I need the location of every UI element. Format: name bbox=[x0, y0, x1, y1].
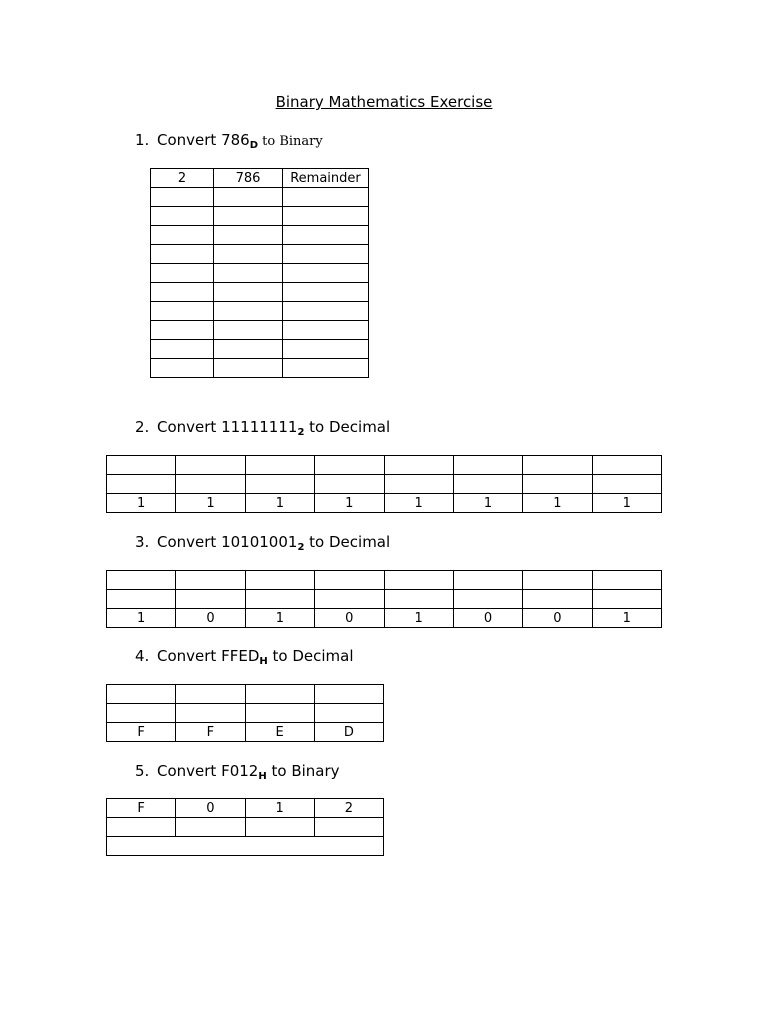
calculation-row bbox=[107, 475, 662, 494]
bit-cell: 1 bbox=[245, 609, 314, 628]
empty-cell bbox=[523, 590, 592, 609]
question-4 bbox=[135, 647, 354, 667]
hex-digit-cell: E bbox=[245, 723, 314, 742]
table-row bbox=[151, 359, 369, 378]
question-number: 5. bbox=[135, 762, 150, 780]
table-row bbox=[151, 321, 369, 340]
empty-cell bbox=[523, 571, 592, 590]
empty-cell bbox=[151, 188, 214, 207]
table-header-row bbox=[151, 169, 369, 188]
empty-cell bbox=[283, 340, 369, 359]
bit-cell: 0 bbox=[453, 609, 522, 628]
empty-cell bbox=[384, 456, 453, 475]
empty-cell bbox=[151, 245, 214, 264]
bit-cell: 1 bbox=[384, 609, 453, 628]
question-text: Convert FFED bbox=[157, 647, 260, 665]
empty-cell bbox=[107, 571, 176, 590]
empty-cell bbox=[314, 704, 383, 723]
bit-cell: 1 bbox=[176, 494, 245, 513]
table-row bbox=[151, 226, 369, 245]
base-subscript: 2 bbox=[297, 542, 305, 553]
empty-cell bbox=[283, 264, 369, 283]
binary-group-row bbox=[107, 818, 384, 837]
empty-cell bbox=[151, 283, 214, 302]
hex-digit-cell: 2 bbox=[314, 799, 383, 818]
bit-cell: 1 bbox=[315, 494, 384, 513]
question-1 bbox=[135, 131, 323, 151]
empty-cell bbox=[283, 321, 369, 340]
answer-cell bbox=[107, 837, 384, 856]
empty-cell bbox=[453, 590, 522, 609]
empty-cell bbox=[315, 475, 384, 494]
question-text: Convert 10101001 bbox=[157, 533, 298, 551]
question-number: 2. bbox=[135, 418, 150, 436]
bit-cell: 1 bbox=[107, 609, 176, 628]
question-2 bbox=[135, 418, 390, 438]
question-number: 1. bbox=[135, 131, 150, 149]
empty-cell bbox=[107, 475, 176, 494]
question-suffix: to Binary bbox=[266, 762, 340, 780]
empty-cell bbox=[315, 456, 384, 475]
empty-cell bbox=[176, 475, 245, 494]
place-value-row bbox=[107, 456, 662, 475]
empty-cell bbox=[214, 283, 283, 302]
empty-cell bbox=[214, 359, 283, 378]
header-cell-divisor: 2 bbox=[151, 169, 214, 188]
question-3 bbox=[135, 533, 390, 553]
question-5 bbox=[135, 762, 340, 782]
empty-cell bbox=[245, 685, 314, 704]
empty-cell bbox=[214, 188, 283, 207]
empty-cell bbox=[283, 226, 369, 245]
empty-cell bbox=[592, 571, 661, 590]
hex-digit-cell: F bbox=[107, 799, 176, 818]
empty-cell bbox=[107, 590, 176, 609]
table-row bbox=[151, 245, 369, 264]
bit-cell: 1 bbox=[523, 494, 592, 513]
empty-cell bbox=[315, 571, 384, 590]
empty-cell bbox=[214, 264, 283, 283]
binary-place-value-table bbox=[106, 455, 662, 513]
header-cell-remainder: Remainder bbox=[283, 169, 369, 188]
hex-digit-row bbox=[107, 799, 384, 818]
question-number: 3. bbox=[135, 533, 150, 551]
empty-cell bbox=[283, 188, 369, 207]
empty-cell bbox=[314, 818, 383, 837]
empty-cell bbox=[176, 590, 245, 609]
empty-cell bbox=[245, 456, 314, 475]
hex-digit-cell: F bbox=[176, 723, 245, 742]
answer-row bbox=[107, 837, 384, 856]
question-suffix: to Binary bbox=[258, 134, 323, 149]
empty-cell bbox=[214, 207, 283, 226]
empty-cell bbox=[214, 340, 283, 359]
question-number: 4. bbox=[135, 647, 150, 665]
empty-cell bbox=[283, 359, 369, 378]
base-subscript: D bbox=[249, 140, 259, 151]
empty-cell bbox=[214, 321, 283, 340]
empty-cell bbox=[107, 456, 176, 475]
empty-cell bbox=[453, 475, 522, 494]
empty-cell bbox=[176, 571, 245, 590]
empty-cell bbox=[384, 590, 453, 609]
table-row bbox=[151, 283, 369, 302]
empty-cell bbox=[107, 818, 176, 837]
calculation-row bbox=[107, 590, 662, 609]
base-subscript: H bbox=[259, 656, 268, 667]
hex-place-value-table bbox=[106, 684, 384, 742]
table-row bbox=[151, 302, 369, 321]
page-title: Binary Mathematics Exercise bbox=[275, 93, 493, 111]
empty-cell bbox=[151, 207, 214, 226]
empty-cell bbox=[592, 475, 661, 494]
question-text: Convert 11111111 bbox=[157, 418, 298, 436]
bit-row bbox=[107, 494, 662, 513]
empty-cell bbox=[107, 704, 176, 723]
empty-cell bbox=[283, 245, 369, 264]
empty-cell bbox=[245, 571, 314, 590]
empty-cell bbox=[523, 456, 592, 475]
empty-cell bbox=[283, 207, 369, 226]
hex-digit-cell: D bbox=[314, 723, 383, 742]
empty-cell bbox=[592, 456, 661, 475]
empty-cell bbox=[176, 685, 245, 704]
division-table bbox=[150, 168, 369, 378]
empty-cell bbox=[176, 818, 245, 837]
empty-cell bbox=[245, 590, 314, 609]
bit-cell: 1 bbox=[245, 494, 314, 513]
question-text: Convert F012 bbox=[157, 762, 259, 780]
bit-cell: 1 bbox=[592, 494, 661, 513]
table-row bbox=[151, 207, 369, 226]
empty-cell bbox=[592, 590, 661, 609]
empty-cell bbox=[151, 340, 214, 359]
empty-cell bbox=[453, 571, 522, 590]
empty-cell bbox=[107, 685, 176, 704]
table-row bbox=[151, 188, 369, 207]
bit-row bbox=[107, 609, 662, 628]
bit-cell: 0 bbox=[523, 609, 592, 628]
empty-cell bbox=[315, 590, 384, 609]
empty-cell bbox=[151, 264, 214, 283]
place-value-row bbox=[107, 685, 384, 704]
bit-cell: 1 bbox=[107, 494, 176, 513]
hex-digit-cell: 1 bbox=[245, 799, 314, 818]
hex-digit-cell: 0 bbox=[176, 799, 245, 818]
bit-cell: 1 bbox=[592, 609, 661, 628]
empty-cell bbox=[453, 456, 522, 475]
binary-place-value-table bbox=[106, 570, 662, 628]
place-value-row bbox=[107, 571, 662, 590]
empty-cell bbox=[176, 704, 245, 723]
empty-cell bbox=[384, 571, 453, 590]
empty-cell bbox=[245, 704, 314, 723]
empty-cell bbox=[214, 226, 283, 245]
empty-cell bbox=[214, 245, 283, 264]
question-suffix: to Decimal bbox=[304, 418, 391, 436]
bit-cell: 1 bbox=[453, 494, 522, 513]
question-text: Convert 786 bbox=[157, 131, 250, 149]
calculation-row bbox=[107, 704, 384, 723]
empty-cell bbox=[384, 475, 453, 494]
hex-digit-row bbox=[107, 723, 384, 742]
empty-cell bbox=[151, 359, 214, 378]
base-subscript: 2 bbox=[297, 427, 305, 438]
empty-cell bbox=[283, 283, 369, 302]
empty-cell bbox=[314, 685, 383, 704]
bit-cell: 1 bbox=[384, 494, 453, 513]
empty-cell bbox=[151, 226, 214, 245]
empty-cell bbox=[245, 475, 314, 494]
empty-cell bbox=[245, 818, 314, 837]
header-cell-dividend: 786 bbox=[214, 169, 283, 188]
empty-cell bbox=[176, 456, 245, 475]
table-row bbox=[151, 340, 369, 359]
question-suffix: to Decimal bbox=[267, 647, 354, 665]
empty-cell bbox=[214, 302, 283, 321]
table-row bbox=[151, 264, 369, 283]
question-suffix: to Decimal bbox=[304, 533, 391, 551]
hex-to-binary-table bbox=[106, 798, 384, 856]
empty-cell bbox=[523, 475, 592, 494]
empty-cell bbox=[151, 302, 214, 321]
bit-cell: 0 bbox=[315, 609, 384, 628]
hex-digit-cell: F bbox=[107, 723, 176, 742]
empty-cell bbox=[283, 302, 369, 321]
base-subscript: H bbox=[258, 771, 267, 782]
bit-cell: 0 bbox=[176, 609, 245, 628]
empty-cell bbox=[151, 321, 214, 340]
